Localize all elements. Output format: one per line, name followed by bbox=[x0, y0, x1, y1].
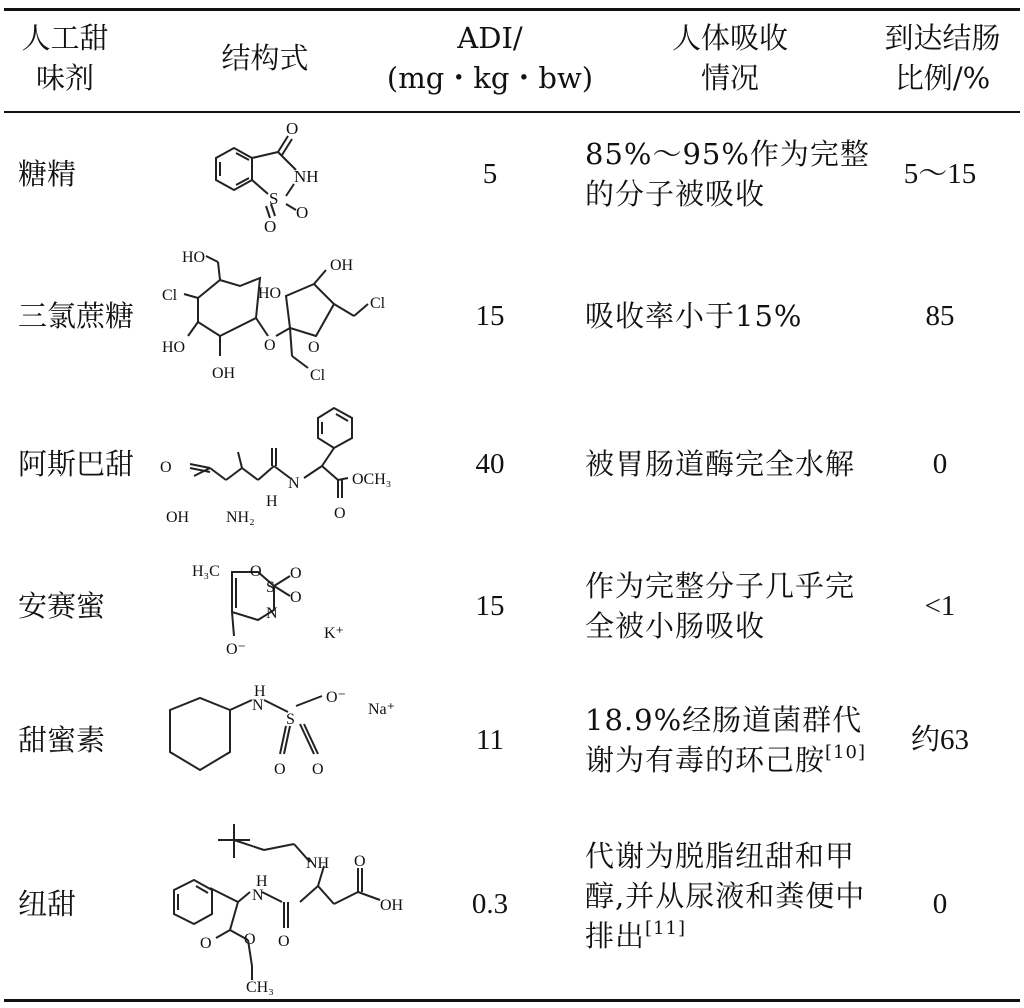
atom-label: O bbox=[264, 217, 277, 236]
atom-label: O⁻ bbox=[326, 689, 346, 706]
atom-label: Na⁺ bbox=[368, 701, 396, 718]
atom-label: H₃C bbox=[192, 563, 220, 580]
sweetener-name: 三氯蔗糖 bbox=[18, 299, 135, 333]
atom-label: HO bbox=[258, 285, 282, 302]
atom-label: NH bbox=[294, 167, 319, 186]
atom-label: Cl bbox=[162, 287, 178, 304]
colon-ratio: 85 bbox=[925, 300, 955, 332]
atom-label: CH₃ bbox=[246, 979, 274, 996]
atom-label: S bbox=[269, 189, 279, 208]
colon-ratio: <1 bbox=[924, 590, 956, 622]
reference-mark: [10] bbox=[825, 742, 866, 763]
adi-value: 15 bbox=[475, 300, 505, 332]
adi-value: 0.3 bbox=[471, 888, 509, 920]
reference-mark: [11] bbox=[645, 918, 686, 939]
adi-value: 15 bbox=[475, 590, 505, 622]
atom-label: O bbox=[296, 203, 309, 222]
atom-label: OCH₃ bbox=[352, 471, 392, 488]
atom-label: N bbox=[288, 475, 300, 492]
atom-label: O bbox=[290, 565, 302, 582]
atom-label: H bbox=[256, 873, 268, 890]
colon-ratio: 0 bbox=[932, 448, 948, 480]
atom-label: H bbox=[254, 683, 266, 700]
header-structure: 结构式 bbox=[221, 41, 309, 75]
header-colon-ratio: 到达结肠 比例/% bbox=[884, 21, 1001, 95]
atom-label: S bbox=[266, 579, 275, 596]
sweetener-name: 安赛蜜 bbox=[18, 589, 106, 623]
acesulfame-k-structure bbox=[186, 556, 366, 660]
atom-label: O bbox=[312, 761, 324, 778]
atom-label: OH bbox=[212, 365, 236, 382]
atom-label: O bbox=[264, 337, 276, 354]
absorption-text: 代谢为脱脂纽甜和甲 醇,并从尿液和粪便中 排出[11] bbox=[585, 839, 866, 953]
absorption-text: 被胃肠道酶完全水解 bbox=[585, 447, 856, 481]
atom-label: O bbox=[250, 563, 262, 580]
absorption-text: 作为完整分子几乎完 全被小肠吸收 bbox=[585, 569, 856, 643]
colon-ratio: 约63 bbox=[910, 724, 969, 756]
atom-label: OH bbox=[380, 897, 404, 914]
atom-label: N bbox=[252, 887, 264, 904]
atom-label: Cl bbox=[370, 295, 386, 312]
atom-label: O bbox=[274, 761, 286, 778]
sucralose-structure bbox=[158, 240, 408, 388]
adi-value: 5 bbox=[482, 158, 498, 190]
table-header-rule bbox=[4, 111, 1020, 113]
atom-label: O bbox=[160, 459, 172, 476]
adi-value: 11 bbox=[476, 724, 504, 756]
colon-ratio: 0 bbox=[932, 888, 948, 920]
atom-label: O bbox=[290, 589, 302, 606]
atom-label: HO bbox=[162, 339, 186, 356]
atom-label: O bbox=[244, 931, 256, 948]
atom-label: OH bbox=[166, 509, 190, 526]
atom-label: O bbox=[334, 505, 346, 522]
saccharin-structure bbox=[200, 118, 350, 236]
atom-label: S bbox=[286, 711, 295, 728]
absorption-text: 85%～95%作为完整 的分子被吸收 bbox=[585, 137, 870, 211]
atom-label: O bbox=[278, 933, 290, 950]
adi-value: 40 bbox=[475, 448, 505, 480]
sweetener-name: 甜蜜素 bbox=[18, 723, 106, 757]
header-absorption: 人体吸收 情况 bbox=[671, 21, 788, 95]
atom-label: O bbox=[200, 935, 212, 952]
atom-label: O⁻ bbox=[226, 641, 246, 658]
atom-label: NH bbox=[306, 855, 330, 872]
cyclamate-structure bbox=[140, 680, 410, 788]
table-top-rule bbox=[4, 8, 1020, 11]
aspartame-structure bbox=[158, 398, 408, 530]
atom-label: HO bbox=[182, 249, 206, 266]
header-adi: ADI/ (mg・kg・bw) bbox=[386, 21, 594, 95]
absorption-text: 吸收率小于15% bbox=[585, 299, 803, 333]
absorption-text: 18.9%经肠道菌群代 谢为有毒的环己胺[10] bbox=[585, 703, 866, 777]
neotame-structure bbox=[134, 810, 414, 996]
atom-label: O bbox=[308, 339, 320, 356]
sweetener-name: 纽甜 bbox=[18, 887, 77, 921]
colon-ratio: 5～15 bbox=[903, 158, 977, 190]
atom-label: K⁺ bbox=[324, 625, 344, 642]
atom-label: H bbox=[266, 493, 278, 510]
atom-label: O bbox=[286, 119, 299, 138]
sweetener-name: 阿斯巴甜 bbox=[18, 447, 135, 481]
atom-label: NH₂ bbox=[226, 509, 255, 526]
header-sweetener: 人工甜 味剂 bbox=[21, 21, 109, 95]
atom-label: O bbox=[354, 853, 366, 870]
atom-label: N bbox=[252, 697, 264, 714]
table-bottom-rule bbox=[4, 999, 1020, 1002]
sweetener-name: 糖精 bbox=[18, 157, 77, 191]
atom-label: OH bbox=[330, 257, 354, 274]
atom-label: N bbox=[266, 605, 278, 622]
atom-label: Cl bbox=[310, 367, 326, 384]
